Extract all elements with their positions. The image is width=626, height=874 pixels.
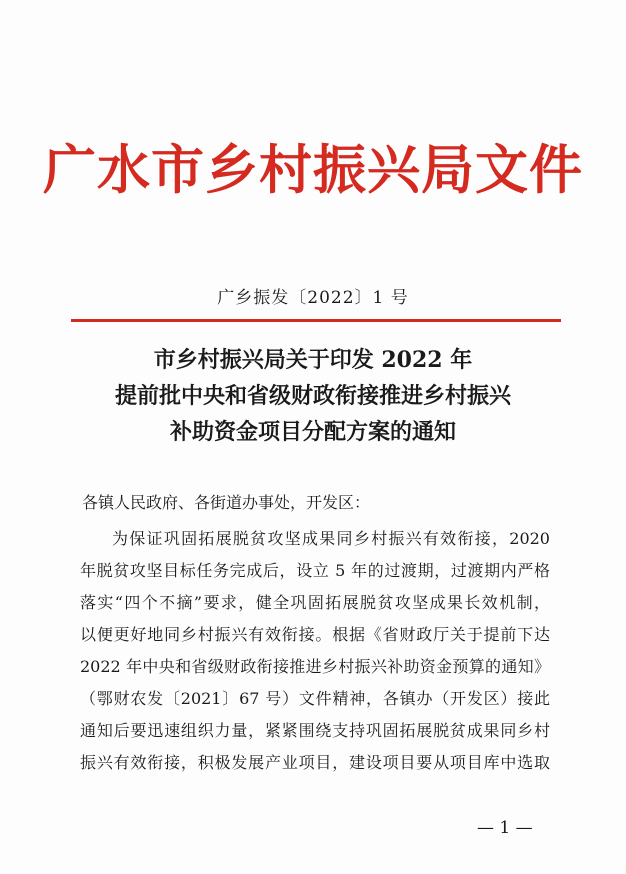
body-line: 2022 年中央和省级财政衔接推进乡村振兴补助资金预算的通知》: [80, 657, 550, 676]
document-header-title: 广水市乡村振兴局文件: [43, 139, 583, 201]
notice-title-line: 提前批中央和省级财政衔接推进乡村振兴: [114, 383, 511, 409]
addressee-line: 各镇人民政府、各街道办事处，开发区：: [82, 493, 371, 512]
document-number: 广乡振发〔2022〕1 号: [217, 288, 409, 308]
body-line: 年脱贫攻坚目标任务完成后，设立 5 年的过渡期，过渡期内严格: [80, 561, 550, 580]
body-line: 振兴有效衔接，积极发展产业项目，建设项目要从项目库中选取: [80, 753, 550, 772]
notice-title-line: 市乡村振兴局关于印发 2022 年: [153, 347, 473, 373]
notice-title-line: 补助资金项目分配方案的通知: [169, 419, 456, 445]
body-line: 落实“四个不摘”要求，健全巩固拓展脱贫攻坚成果长效机制，: [80, 593, 550, 612]
body-line: （鄂财农发〔2021〕67 号）文件精神，各镇办（开发区）接此: [80, 689, 550, 708]
header-divider: [71, 319, 561, 322]
page-number: — 1 —: [477, 818, 533, 838]
notice-title: [0, 342, 626, 450]
body-line: 以便更好地同乡村振兴有效衔接。根据《省财政厅关于提前下达: [80, 625, 550, 644]
body-line: 通知后要迅速组织力量，紧紧围绕支持巩固拓展脱贫成果同乡村: [80, 721, 550, 740]
body-line: 为保证巩固拓展脱贫攻坚成果同乡村振兴有效衔接，2020: [112, 529, 550, 548]
body-paragraph: [80, 523, 550, 779]
